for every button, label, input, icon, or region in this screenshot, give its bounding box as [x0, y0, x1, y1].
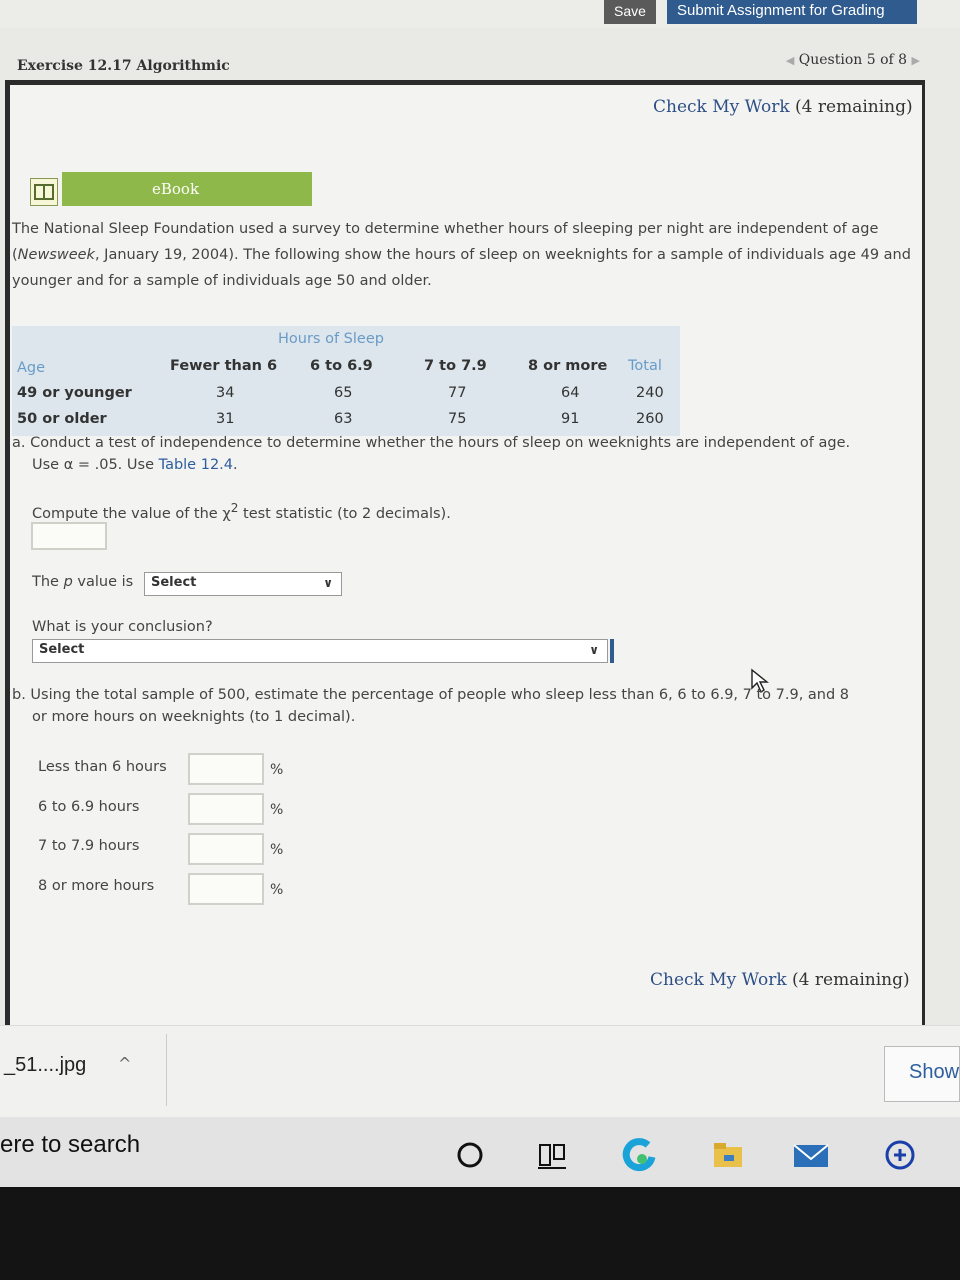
table-cell: 77: [448, 385, 467, 401]
save-button[interactable]: Save: [604, 0, 656, 24]
compute-text: Compute the value of the χ: [32, 505, 231, 522]
monitor-bezel: [0, 1187, 960, 1280]
p-value-select-label: Select: [151, 575, 197, 590]
table-cell: 65: [334, 385, 353, 401]
alpha-text-end: .: [233, 457, 238, 473]
part-a-alpha: [32, 454, 238, 476]
pct-input-less-6[interactable]: [188, 753, 264, 785]
table-cell: 31: [216, 411, 235, 427]
check-remaining: (4 remaining): [795, 97, 913, 117]
question-nav[interactable]: [786, 52, 920, 68]
ebook-button[interactable]: eBook: [62, 172, 312, 206]
focus-indicator: [610, 639, 614, 663]
chevron-down-icon: ∨: [323, 576, 333, 590]
table-link[interactable]: Table 12.4: [158, 457, 233, 473]
prev-question-icon[interactable]: ◀: [785, 54, 795, 67]
conclusion-label: What is your conclusion?: [32, 619, 213, 635]
compute-text-end: test statistic (to 2 decimals).: [238, 505, 451, 522]
pct-unit: %: [270, 882, 284, 898]
chevron-up-icon[interactable]: ^: [118, 1054, 132, 1073]
p-value-select[interactable]: [144, 572, 342, 596]
check-my-work-label[interactable]: Check My Work: [653, 97, 790, 117]
table-cell: 91: [561, 411, 580, 427]
table-cell: 75: [448, 411, 467, 427]
divider: [166, 1034, 167, 1106]
part-a-question: a. Conduct a test of independence to determine whether the hours of sleep on weeknights are independent of age.: [12, 435, 851, 451]
pct-unit: %: [270, 802, 284, 818]
check-remaining: (4 remaining): [792, 970, 910, 990]
table-cell: 64: [561, 385, 580, 401]
table-age-header: Age: [17, 360, 46, 376]
part-b-question-cont: or more hours on weeknights (to 1 decimal).: [32, 709, 356, 725]
problem-intro: [12, 216, 924, 294]
intro-text-1: The National Sleep Foundation used a survey to determine whether hours of sleeping per night are independent of age (: [12, 221, 879, 263]
table-row-label: 49 or younger: [17, 385, 132, 401]
pct-unit: %: [270, 842, 284, 858]
intro-source: Newsweek: [17, 247, 95, 263]
pct-input-6-to-6-9[interactable]: [188, 793, 264, 825]
table-cell: 63: [334, 411, 353, 427]
downloads-bar: [0, 1025, 960, 1117]
p-value-text: The: [32, 574, 64, 590]
check-my-work-label[interactable]: Check My Work: [650, 970, 787, 990]
chi-square-input[interactable]: [31, 522, 107, 550]
pct-input-8-or-more[interactable]: [188, 873, 264, 905]
app-icon[interactable]: [880, 1137, 916, 1173]
check-my-work-top[interactable]: [653, 97, 913, 117]
question-nav-label: Question 5 of 8: [798, 52, 908, 68]
question-header: [0, 44, 930, 84]
submit-assignment-button[interactable]: Submit Assignment for Grading: [667, 0, 917, 24]
intro-text-2: , January 19, 2004). The following show the hours of sleep on weeknights for a sample of individuals age 49 and younger and for a sample of individuals age 50 and older.: [12, 247, 911, 289]
windows-taskbar: [0, 1117, 960, 1187]
pct-unit: %: [270, 762, 284, 778]
alpha-text: Use α = .05. Use: [32, 457, 159, 473]
table-cell: 34: [216, 385, 235, 401]
conclusion-select-label: Select: [39, 642, 85, 657]
chevron-down-icon: ∨: [589, 643, 599, 657]
table-group-header: Hours of Sleep: [278, 331, 384, 347]
top-toolbar: [0, 0, 960, 28]
table-col-header: 6 to 6.9: [310, 358, 373, 374]
p-value-text-end: value is: [72, 574, 134, 590]
compute-prompt: [32, 497, 451, 525]
pct-row-label: 7 to 7.9 hours: [38, 838, 140, 854]
file-explorer-icon[interactable]: [710, 1137, 746, 1173]
table-col-header: 7 to 7.9: [424, 358, 487, 374]
task-view-icon[interactable]: [534, 1137, 570, 1173]
conclusion-select[interactable]: [32, 639, 608, 663]
download-file-name[interactable]: _51....jpg: [4, 1054, 87, 1076]
pct-row-label: 8 or more hours: [38, 878, 155, 894]
table-col-header: Total: [628, 358, 662, 374]
pct-input-7-to-7-9[interactable]: [188, 833, 264, 865]
compute-superscript: 2: [230, 501, 239, 515]
table-col-header: 8 or more: [528, 358, 608, 374]
table-row-label: 50 or older: [17, 411, 107, 427]
p-variable: p: [63, 574, 73, 590]
next-question-icon[interactable]: ▶: [911, 54, 920, 67]
taskbar-search[interactable]: ere to search: [0, 1131, 141, 1158]
pct-row-label: Less than 6 hours: [38, 759, 167, 775]
show-all-button[interactable]: Show: [884, 1046, 960, 1102]
cortana-circle-icon[interactable]: [452, 1137, 488, 1173]
p-value-label: [32, 571, 133, 593]
check-my-work-bottom[interactable]: [650, 970, 910, 990]
table-col-header: Fewer than 6: [170, 358, 278, 374]
ebook-book-icon[interactable]: [30, 178, 58, 206]
mail-icon[interactable]: [792, 1137, 828, 1173]
table-cell: 240: [636, 385, 664, 401]
part-b-question: b. Using the total sample of 500, estimate the percentage of people who sleep less than 6, 6 to 6.9, 7 to 7.9, and 8: [12, 687, 850, 703]
pct-row-label: 6 to 6.9 hours: [38, 799, 140, 815]
edge-icon[interactable]: [622, 1137, 658, 1173]
exercise-title: Exercise 12.17 Algorithmic: [17, 58, 230, 74]
table-cell: 260: [636, 411, 664, 427]
